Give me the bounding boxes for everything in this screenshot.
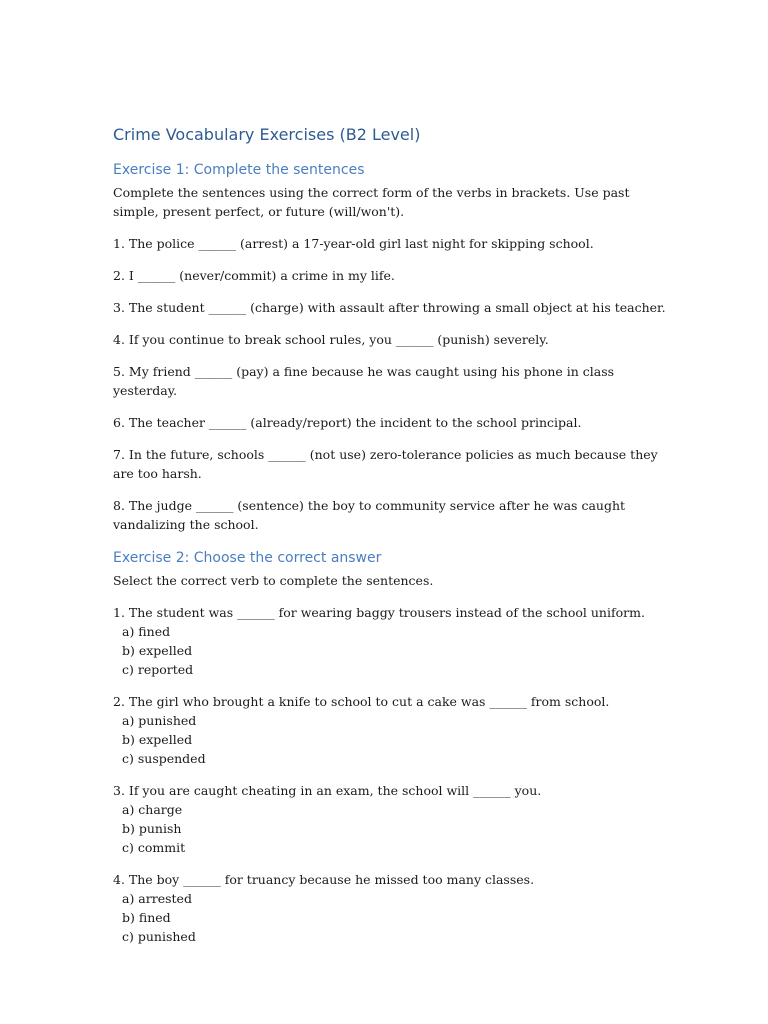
answer-option-c: c) reported xyxy=(122,662,194,677)
exercise-1-item-2: 2. I ______ (never/commit) a crime in my life. xyxy=(113,268,395,283)
answer-option-a: a) charge xyxy=(122,802,183,817)
question-text: 3. If you are caught cheating in an exam, the school will ______ you. xyxy=(113,783,542,798)
exercise-2-heading: Exercise 2: Choose the correct answer xyxy=(113,550,382,566)
exercise-2-instructions: Select the correct verb to complete the sentences. xyxy=(113,573,434,588)
answer-option-b: b) fined xyxy=(122,910,171,925)
exercise-2-section xyxy=(113,548,673,946)
answer-options xyxy=(113,622,673,679)
answer-options xyxy=(113,889,673,946)
exercise-2-question-2 xyxy=(113,692,673,768)
answer-options xyxy=(113,711,673,768)
question-text: 4. The boy ______ for truancy because he missed too many classes. xyxy=(113,872,535,887)
exercise-1-item-5: 5. My friend ______ (pay) a fine because he was caught using his phone in class yesterday. xyxy=(113,364,615,398)
exercise-2-question-3 xyxy=(113,781,673,857)
exercise-1-item-7: 7. In the future, schools ______ (not use) zero-tolerance policies as much because they are too harsh. xyxy=(113,447,658,481)
exercise-1-instructions: Complete the sentences using the correct form of the verbs in brackets. Use past simple, present perfect, or future (will/won't). xyxy=(113,185,630,219)
exercise-1-item-8: 8. The judge ______ (sentence) the boy to community service after he was caught vandalizing the school. xyxy=(113,498,626,532)
exercise-1-item-3: 3. The student ______ (charge) with assault after throwing a small object at his teacher. xyxy=(113,300,666,315)
answer-option-c: c) suspended xyxy=(122,751,206,766)
exercise-1-section xyxy=(113,160,673,534)
document-page xyxy=(113,124,673,959)
exercise-1-item-6: 6. The teacher ______ (already/report) the incident to the school principal. xyxy=(113,415,582,430)
answer-option-a: a) punished xyxy=(122,713,197,728)
question-text: 2. The girl who brought a knife to school to cut a cake was ______ from school. xyxy=(113,694,610,709)
exercise-1-heading: Exercise 1: Complete the sentences xyxy=(113,162,365,178)
answer-option-b: b) punish xyxy=(122,821,182,836)
document-title: Crime Vocabulary Exercises (B2 Level) xyxy=(113,125,421,144)
answer-option-c: c) commit xyxy=(122,840,186,855)
answer-option-c: c) punished xyxy=(122,929,196,944)
answer-option-b: b) expelled xyxy=(122,643,193,658)
exercise-2-question-4 xyxy=(113,870,673,946)
answer-option-a: a) fined xyxy=(122,624,171,639)
exercise-2-question-1 xyxy=(113,603,673,679)
answer-option-b: b) expelled xyxy=(122,732,193,747)
answer-option-a: a) arrested xyxy=(122,891,192,906)
exercise-1-item-1: 1. The police ______ (arrest) a 17-year-old girl last night for skipping school. xyxy=(113,236,594,251)
answer-options xyxy=(113,800,673,857)
exercise-1-item-4: 4. If you continue to break school rules, you ______ (punish) severely. xyxy=(113,332,549,347)
question-text: 1. The student was ______ for wearing baggy trousers instead of the school uniform. xyxy=(113,605,645,620)
